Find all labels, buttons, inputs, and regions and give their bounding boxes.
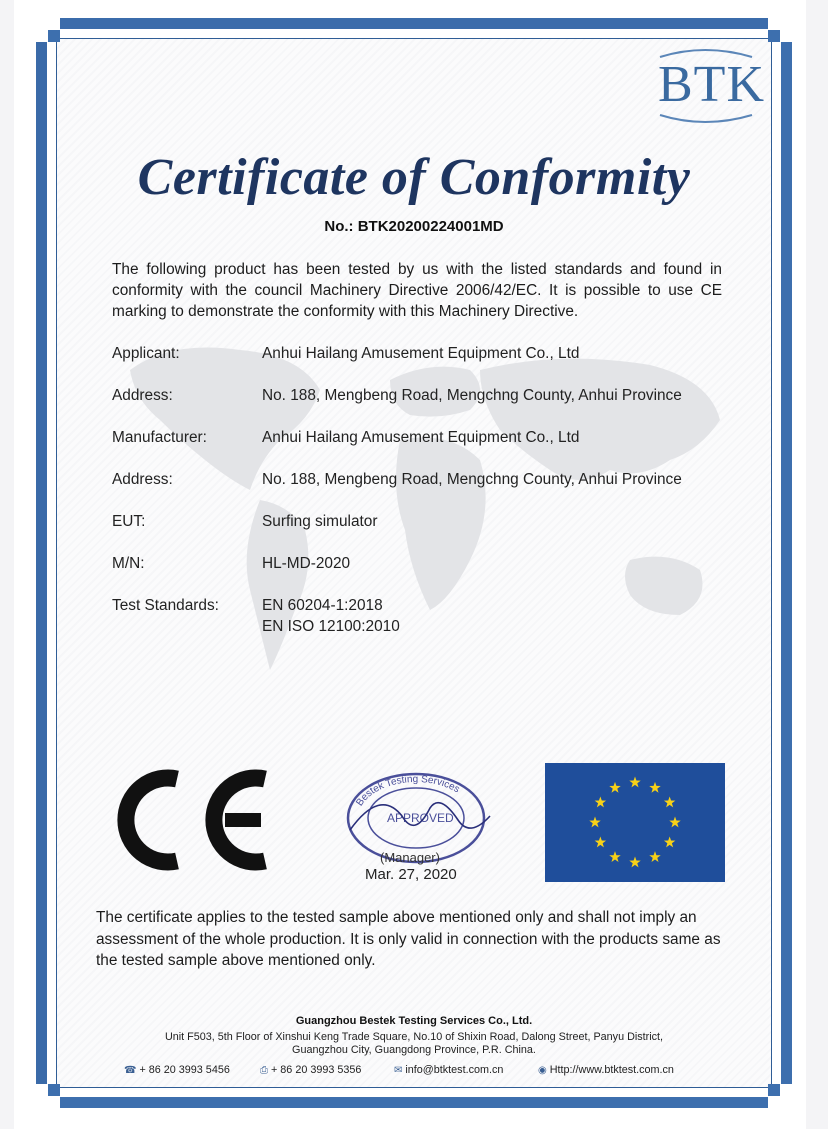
- fax-icon: ⎙: [260, 1065, 268, 1076]
- footer-address-line-1: Unit F503, 5th Floor of Xinshui Keng Trade Square, No.10 of Shixin Road, Dalong Street, Panyu District,: [164, 1031, 664, 1043]
- address-label: Address:: [112, 387, 173, 404]
- eu-flag-icon: [545, 763, 725, 882]
- test-standard-2: EN ISO 12100:2010: [262, 618, 400, 635]
- footer-website: ◉ Http://www.btktest.com.cn: [538, 1064, 674, 1076]
- globe-icon: ◉: [538, 1065, 547, 1076]
- ce-mark-icon: [115, 765, 280, 875]
- frame-corner: [768, 18, 792, 42]
- footer-email: ✉ info@btktest.com.cn: [394, 1064, 504, 1076]
- svg-text:Bestek Testing Services: [354, 774, 461, 808]
- applicant-value: Anhui Hailang Amusement Equipment Co., Ltd: [262, 345, 580, 362]
- eut-label: EUT:: [112, 513, 146, 530]
- email-icon: ✉: [394, 1065, 403, 1076]
- logo-text: BTK: [658, 56, 765, 113]
- address-label: Address:: [112, 471, 173, 488]
- applicant-address-value: No. 188, Mengbeng Road, Mengchng County, Anhui Province: [262, 387, 682, 404]
- model-number-value: HL-MD-2020: [262, 555, 351, 572]
- model-number-label: M/N:: [112, 555, 145, 572]
- test-standards-label: Test Standards:: [112, 597, 219, 614]
- stamp-signer: (Manager): [380, 850, 440, 865]
- footer-contacts: [124, 1064, 724, 1080]
- disclaimer-paragraph: The certificate applies to the tested sample above mentioned only and shall not imply an assessment of the whole production. It is only valid in connection with the products same as the tested sample above mentioned only.: [96, 909, 721, 969]
- manufacturer-value: Anhui Hailang Amusement Equipment Co., Ltd: [262, 429, 580, 446]
- frame-corner: [36, 1084, 60, 1108]
- footer-company-name: Guangzhou Bestek Testing Services Co., Ltd.: [295, 1015, 533, 1027]
- stamp-ring-text: Bestek Testing Services: [354, 773, 462, 809]
- applicant-label: Applicant:: [112, 345, 180, 362]
- manufacturer-address-value: No. 188, Mengbeng Road, Mengchng County, Anhui Province: [262, 471, 682, 488]
- intro-paragraph: The following product has been tested by us with the listed standards and found in conformity with the council Machinery Directive 2006/42/EC. It is possible to use CE marking to demonstrate the conformity with this Machinery Directive.: [112, 261, 722, 320]
- phone-icon: ☎: [124, 1065, 137, 1076]
- manufacturer-label: Manufacturer:: [112, 429, 207, 446]
- footer-address: [0, 1031, 828, 1057]
- certificate-number: No.: BTK20200224001MD: [324, 218, 504, 235]
- eut-value: Surfing simulator: [262, 513, 378, 530]
- btk-logo: [640, 45, 770, 125]
- issue-date: Mar. 27, 2020: [365, 866, 457, 883]
- frame-corner: [36, 18, 60, 42]
- footer-phone: ☎ + 86 20 3993 5456: [124, 1064, 230, 1076]
- frame-corner: [768, 1084, 792, 1108]
- stamp-center-text: APPROVED: [387, 811, 454, 825]
- test-standard-1: EN 60204-1:2018: [262, 597, 383, 614]
- footer-fax: ⎙ + 86 20 3993 5356: [260, 1064, 362, 1076]
- certificate-title: Certificate of Conformity: [137, 149, 691, 206]
- approval-stamp-icon: [340, 768, 498, 868]
- footer-address-line-2: Guangzhou City, Guangdong Province, P.R. China.: [292, 1044, 536, 1056]
